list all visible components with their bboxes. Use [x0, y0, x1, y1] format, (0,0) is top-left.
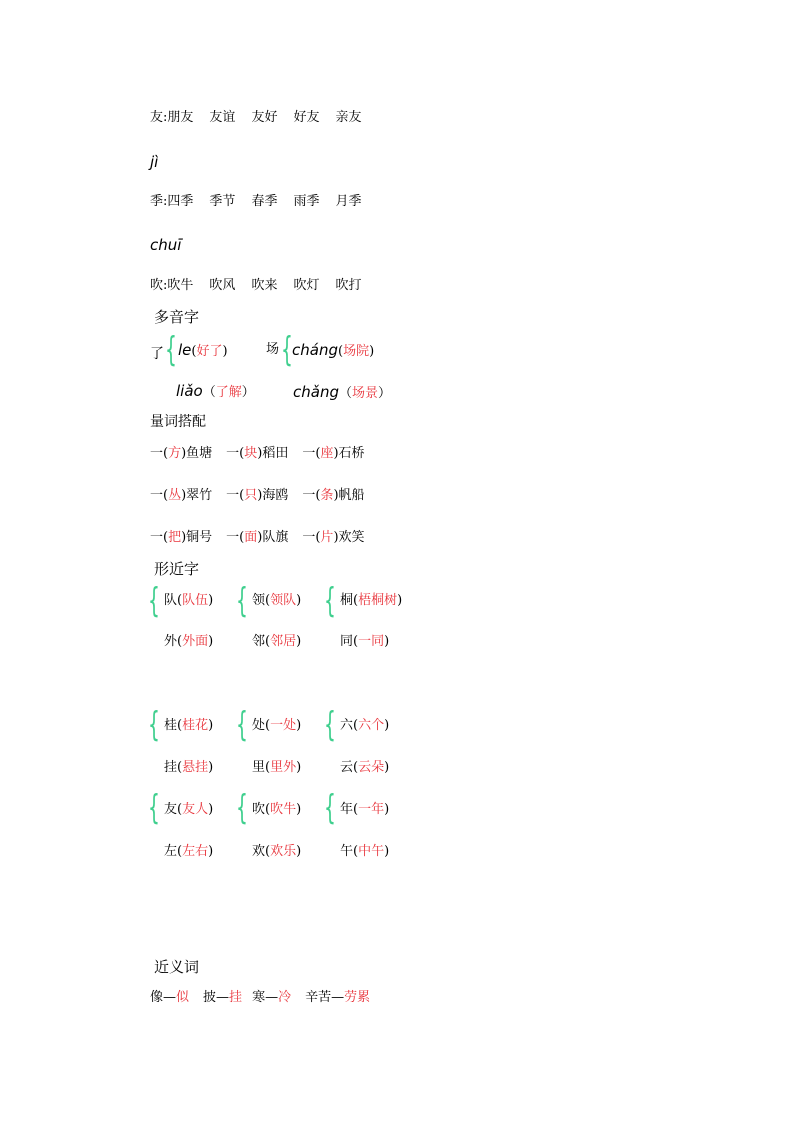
curly-brace-icon: {: [324, 788, 336, 828]
paren: ): [369, 344, 375, 359]
measure-word: 块: [244, 446, 258, 461]
similar-top: 领(领队): [252, 593, 302, 608]
pinyin-chui: chuī: [150, 236, 182, 254]
similar-word: 吹牛: [270, 802, 297, 817]
measure-pre: 一(: [302, 488, 321, 503]
measure-pre: 一(: [226, 446, 245, 461]
similar-word: 梧桐树: [358, 593, 398, 608]
example-word: 了解: [215, 385, 242, 400]
similar-bottom: 外(外面): [164, 634, 214, 649]
word-item: 亲友: [335, 110, 362, 125]
similar-top: 桐(梧桐树): [340, 593, 403, 608]
measure-pre: 一(: [150, 530, 169, 545]
similar-bottom: 邻(邻居): [252, 634, 302, 649]
measure-row: [150, 488, 379, 504]
word-item: 吹打: [335, 278, 362, 293]
similar-word: 外面: [182, 634, 209, 649]
synonym-a: 辛苦: [305, 990, 332, 1005]
similar-word: 一年: [358, 802, 385, 817]
similar-top: 处(一处): [252, 718, 302, 733]
poly-char: 场: [266, 342, 280, 357]
similar-char: 里: [252, 760, 266, 775]
similar-bottom: 左(左右): [164, 844, 214, 859]
word-item: 季节: [209, 194, 236, 209]
measure-pre: 一(: [226, 530, 245, 545]
similar-top: 友(友人): [164, 802, 214, 817]
similar-word: 欢乐: [270, 844, 297, 859]
measure-word: 条: [320, 488, 334, 503]
similar-word: 云朵: [358, 760, 385, 775]
paren: ): [222, 344, 228, 359]
measure-post: )帆船: [333, 488, 365, 503]
similar-char: 外: [164, 634, 178, 649]
similar-char: 桐: [340, 593, 354, 608]
similar-bottom: 同(一同): [340, 634, 390, 649]
word-item: 好友: [293, 110, 320, 125]
word-item: 春季: [251, 194, 278, 209]
similar-bottom: 云(云朵): [340, 760, 390, 775]
synonym-b: 劳累: [344, 990, 371, 1005]
paren: ）: [241, 385, 255, 400]
curly-brace-icon: {: [148, 705, 160, 745]
similar-char: 午: [340, 844, 354, 859]
similar-word: 左右: [182, 844, 209, 859]
word-item: 月季: [335, 194, 362, 209]
similar-bottom: 午(中午): [340, 844, 390, 859]
similar-char: 队: [164, 593, 178, 608]
pinyin-ji: jì: [150, 153, 159, 171]
similar-word: 桂花: [182, 718, 209, 733]
measure-row: [150, 446, 379, 462]
word-line-you: [150, 110, 377, 126]
synonym-b: 冷: [278, 990, 292, 1005]
similar-word: 友人: [182, 802, 209, 817]
similar-top: 吹(吹牛): [252, 802, 302, 817]
similar-bottom: 挂(悬挂): [164, 760, 214, 775]
synonym-a: 披: [203, 990, 217, 1005]
measure-word: 丛: [168, 488, 182, 503]
word-item: 朋友: [167, 110, 194, 125]
synonym-b: 挂: [229, 990, 243, 1005]
word-char: 季: [150, 194, 164, 209]
similar-char: 云: [340, 760, 354, 775]
word-char: 友: [150, 110, 164, 125]
similar-char: 友: [164, 802, 178, 817]
separator: :: [163, 194, 168, 209]
similar-char: 领: [252, 593, 266, 608]
similar-top: 年(一年): [340, 802, 390, 817]
similar-char: 年: [340, 802, 354, 817]
similar-char: 欢: [252, 844, 266, 859]
similar-word: 队伍: [182, 593, 209, 608]
dash: —: [331, 990, 345, 1005]
curly-brace-icon: {: [236, 705, 248, 745]
section-title-measure: 量词搭配: [150, 414, 206, 430]
measure-word: 座: [320, 446, 334, 461]
measure-word: 方: [168, 446, 182, 461]
measure-word: 只: [244, 488, 258, 503]
similar-char: 邻: [252, 634, 266, 649]
word-item: 吹灯: [293, 278, 320, 293]
word-line-ji: [150, 194, 377, 210]
similar-word: 领队: [270, 593, 297, 608]
pinyin: le: [178, 341, 192, 359]
measure-post: )稻田: [257, 446, 289, 461]
curly-brace-icon: {: [236, 788, 248, 828]
measure-post: )鱼塘: [181, 446, 213, 461]
word-line-chui: [150, 278, 377, 294]
synonym-row: [150, 990, 370, 1006]
word-item: 吹来: [251, 278, 278, 293]
pinyin: chǎng: [293, 383, 339, 401]
word-item: 友谊: [209, 110, 236, 125]
similar-word: 中午: [358, 844, 385, 859]
similar-bottom: 欢(欢乐): [252, 844, 302, 859]
similar-bottom: 里(里外): [252, 760, 302, 775]
synonym-a: 像: [150, 990, 164, 1005]
similar-word: 一同: [358, 634, 385, 649]
poly-bottom: [293, 382, 391, 402]
separator: :: [163, 278, 168, 293]
synonym-pair: [150, 990, 189, 1005]
measure-post: )翠竹: [181, 488, 213, 503]
similar-char: 左: [164, 844, 178, 859]
word-item: 四季: [167, 194, 194, 209]
measure-word: 把: [168, 530, 182, 545]
paren: （: [202, 385, 216, 400]
curly-brace-icon: {: [281, 330, 293, 370]
synonym-pair: [305, 990, 370, 1005]
word-item: 友好: [251, 110, 278, 125]
measure-word: 片: [320, 530, 334, 545]
similar-top: 队(队伍): [164, 593, 214, 608]
measure-row: [150, 530, 379, 546]
similar-word: 悬挂: [182, 760, 209, 775]
similar-char: 处: [252, 718, 266, 733]
curly-brace-icon: {: [324, 581, 336, 621]
word-char: 吹: [150, 278, 164, 293]
similar-char: 六: [340, 718, 354, 733]
separator: :: [163, 110, 168, 125]
section-title-polyphonic: 多音字: [154, 308, 200, 326]
example-word: 好了: [196, 344, 223, 359]
word-item: 雨季: [293, 194, 320, 209]
similar-word: 邻居: [270, 634, 297, 649]
measure-pre: 一(: [302, 446, 321, 461]
measure-pre: 一(: [150, 446, 169, 461]
dash: —: [163, 990, 177, 1005]
measure-post: )铜号: [181, 530, 213, 545]
paren: (: [337, 344, 344, 359]
similar-top: 桂(桂花): [164, 718, 214, 733]
pinyin: liǎo: [176, 382, 203, 400]
pinyin: cháng: [292, 341, 338, 359]
similar-word: 六个: [358, 718, 385, 733]
poly-char: 了: [150, 346, 164, 362]
curly-brace-icon: {: [165, 330, 177, 370]
dash: —: [265, 990, 279, 1005]
synonym-b: 似: [176, 990, 190, 1005]
synonym-pair: [203, 990, 242, 1005]
similar-top: 六(六个): [340, 718, 390, 733]
measure-pre: 一(: [302, 530, 321, 545]
synonym-pair: [252, 990, 291, 1005]
measure-post: )欢笑: [333, 530, 365, 545]
curly-brace-icon: {: [148, 581, 160, 621]
poly-bottom: [176, 381, 255, 401]
curly-brace-icon: {: [236, 581, 248, 621]
poly-top: [292, 340, 374, 360]
measure-post: )队旗: [257, 530, 289, 545]
poly-top: [178, 340, 228, 360]
similar-char: 挂: [164, 760, 178, 775]
section-title-similar: 形近字: [154, 560, 200, 578]
curly-brace-icon: {: [324, 705, 336, 745]
similar-word: 一处: [270, 718, 297, 733]
similar-char: 桂: [164, 718, 178, 733]
measure-post: )海鸥: [257, 488, 289, 503]
similar-char: 吹: [252, 802, 266, 817]
similar-char: 同: [340, 634, 354, 649]
paren: ）: [378, 386, 392, 401]
dash: —: [216, 990, 230, 1005]
measure-pre: 一(: [226, 488, 245, 503]
word-item: 吹牛: [167, 278, 194, 293]
measure-post: )石桥: [333, 446, 365, 461]
curly-brace-icon: {: [148, 788, 160, 828]
word-item: 吹风: [209, 278, 236, 293]
example-word: 场景: [352, 386, 379, 401]
similar-word: 里外: [270, 760, 297, 775]
synonym-a: 寒: [252, 990, 266, 1005]
paren: （: [338, 386, 352, 401]
measure-word: 面: [244, 530, 258, 545]
measure-pre: 一(: [150, 488, 169, 503]
paren: (: [191, 344, 197, 359]
example-word: 场院: [343, 344, 370, 359]
section-title-synonyms: 近义词: [154, 958, 200, 976]
